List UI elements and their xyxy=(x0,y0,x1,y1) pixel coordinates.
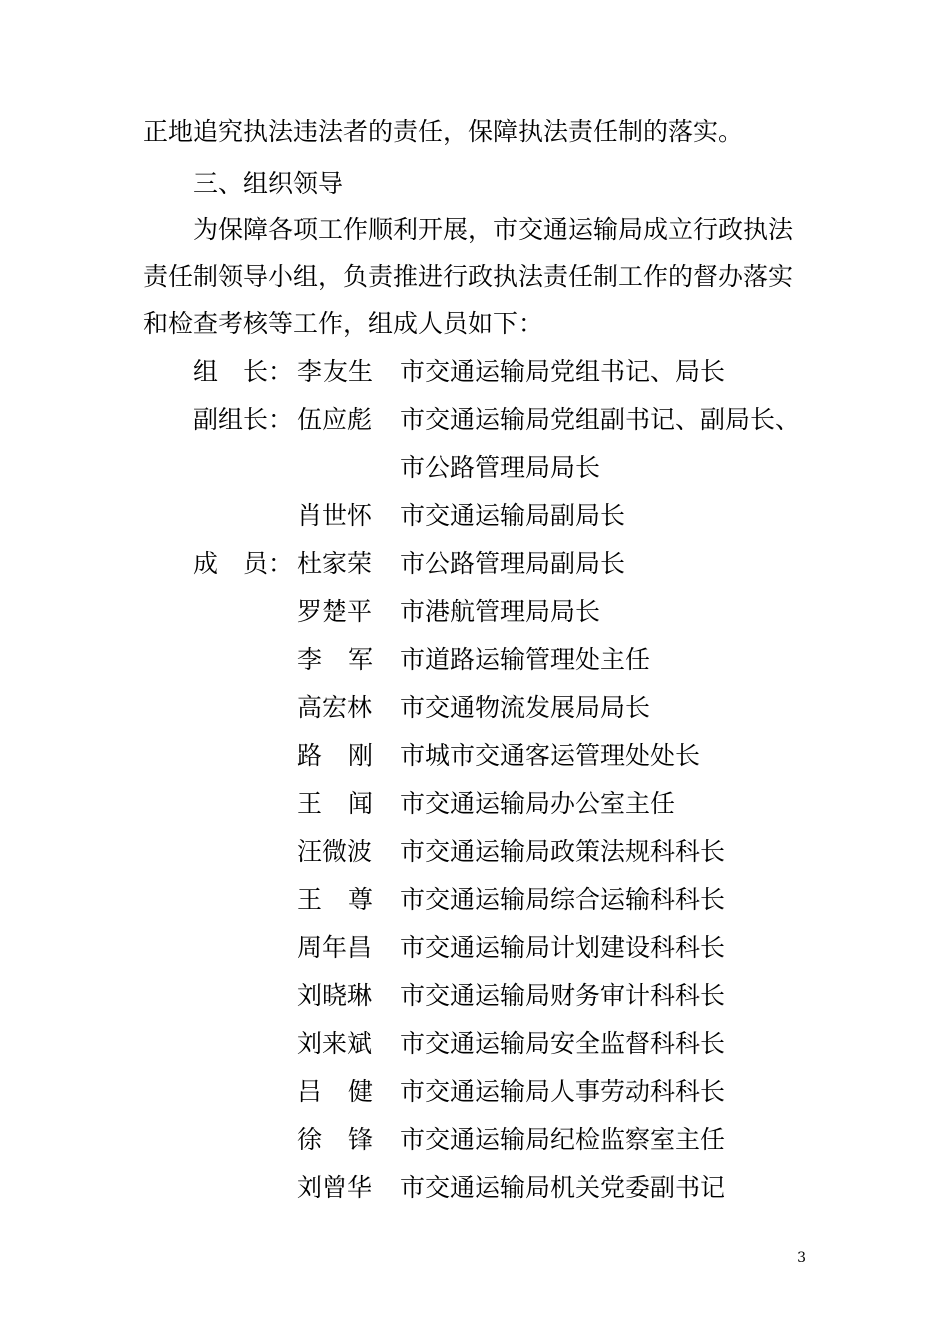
person-position-continued: 市公路管理局局长 xyxy=(400,453,601,482)
person-position: 市交通运输局办公室主任 xyxy=(400,789,676,818)
person-name xyxy=(297,732,373,780)
person-position: 市港航管理局局长 xyxy=(400,597,601,626)
section-heading: 三、组织领导 xyxy=(193,169,344,198)
person-position: 市交通运输局计划建设科科长 xyxy=(400,933,726,962)
member-row xyxy=(193,684,833,732)
person-position: 市城市交通客运管理处处长 xyxy=(400,741,701,770)
role-char: 长 xyxy=(242,357,268,386)
name-text: 伍应彪 xyxy=(297,405,373,434)
person-name xyxy=(297,972,373,1020)
member-row xyxy=(193,924,833,972)
member-row xyxy=(193,732,833,780)
member-row xyxy=(193,1116,833,1164)
paragraph-line: 为保障各项工作顺利开展，市交通运输局成立行政执法 xyxy=(193,215,794,244)
name-part: 闻 xyxy=(347,789,373,818)
person-name xyxy=(297,636,373,684)
name-part: 罗楚平 xyxy=(297,597,373,626)
member-row xyxy=(193,1068,833,1116)
name-part: 周年昌 xyxy=(297,933,373,962)
name-text: 肖世怀 xyxy=(297,501,373,530)
name-part: 王 xyxy=(297,885,323,914)
name-part: 汪微波 xyxy=(297,837,373,866)
member-row xyxy=(193,876,833,924)
deputy-row xyxy=(193,492,833,540)
paragraph-line: 和检查考核等工作，组成人员如下： xyxy=(143,309,544,338)
person-position: 市交通运输局综合运输科科长 xyxy=(400,885,726,914)
role-colon: ： xyxy=(268,549,294,578)
name-part: 友生 xyxy=(322,357,373,386)
deputy-row xyxy=(193,396,833,444)
member-row xyxy=(193,972,833,1020)
person-position: 市交通运输局人事劳动科科长 xyxy=(400,1077,726,1106)
person-name xyxy=(297,780,373,828)
person-name xyxy=(297,828,373,876)
paragraph-line: 责任制领导小组，负责推进行政执法责任制工作的督办落实 xyxy=(143,262,794,291)
person-name xyxy=(297,1116,373,1164)
role-label xyxy=(193,540,295,588)
page-number: 3 xyxy=(797,1250,806,1266)
name-part: 军 xyxy=(347,645,373,674)
role-char: 员 xyxy=(242,549,268,578)
member-row xyxy=(193,636,833,684)
name-part: 吕 xyxy=(297,1077,323,1106)
member-row xyxy=(193,540,833,588)
person-position: 市交通运输局机关党委副书记 xyxy=(400,1173,726,1202)
name-part: 尊 xyxy=(347,885,373,914)
role-char: 成 xyxy=(193,549,219,578)
name-part: 刘晓琳 xyxy=(297,981,373,1010)
person-position: 市交通运输局纪检监察室主任 xyxy=(400,1125,726,1154)
member-row xyxy=(193,1164,833,1212)
person-position: 市交通运输局党组书记、局长 xyxy=(400,357,726,386)
person-name xyxy=(297,1068,373,1116)
paragraph-line: 正地追究执法违法者的责任，保障执法责任制的落实。 xyxy=(143,117,744,146)
member-row xyxy=(193,780,833,828)
role-colon: ： xyxy=(268,357,294,386)
name-part: 锋 xyxy=(347,1125,373,1154)
person-position: 市交通运输局副局长 xyxy=(400,501,626,530)
name-part: 王 xyxy=(297,789,323,818)
person-name xyxy=(297,684,373,732)
person-name xyxy=(297,396,373,444)
person-name xyxy=(297,540,373,588)
deputy-row-continued xyxy=(193,444,833,492)
person-position: 市交通运输局安全监督科科长 xyxy=(400,1029,726,1058)
name-part: 杜家荣 xyxy=(297,549,373,578)
role-label xyxy=(193,348,295,396)
name-part: 刘来斌 xyxy=(297,1029,373,1058)
name-part: 刚 xyxy=(347,741,373,770)
person-name xyxy=(297,492,373,540)
person-name xyxy=(297,924,373,972)
name-part: 高宏林 xyxy=(297,693,373,722)
role-colon: ： xyxy=(268,405,294,434)
person-position: 市交通运输局党组副书记、副局长、 xyxy=(400,405,801,434)
name-part: 徐 xyxy=(297,1125,323,1154)
person-name xyxy=(297,348,373,396)
person-position: 市交通运输局政策法规科科长 xyxy=(400,837,726,866)
member-row xyxy=(193,588,833,636)
person-name xyxy=(297,588,373,636)
person-position: 市公路管理局副局长 xyxy=(400,549,626,578)
person-name xyxy=(297,1164,373,1212)
role-text: 副组长 xyxy=(193,405,269,434)
leader-row xyxy=(193,348,833,396)
person-name xyxy=(297,1020,373,1068)
person-name xyxy=(297,876,373,924)
person-position: 市交通运输局财务审计科科长 xyxy=(400,981,726,1010)
name-part: 李 xyxy=(297,357,323,386)
role-char: 组 xyxy=(193,357,219,386)
name-part: 刘曾华 xyxy=(297,1173,373,1202)
person-position: 市道路运输管理处主任 xyxy=(400,645,651,674)
name-part: 李 xyxy=(297,645,323,674)
name-part: 路 xyxy=(297,741,323,770)
person-position: 市交通物流发展局局长 xyxy=(400,693,651,722)
member-row xyxy=(193,1020,833,1068)
member-row xyxy=(193,828,833,876)
name-part: 健 xyxy=(347,1077,373,1106)
